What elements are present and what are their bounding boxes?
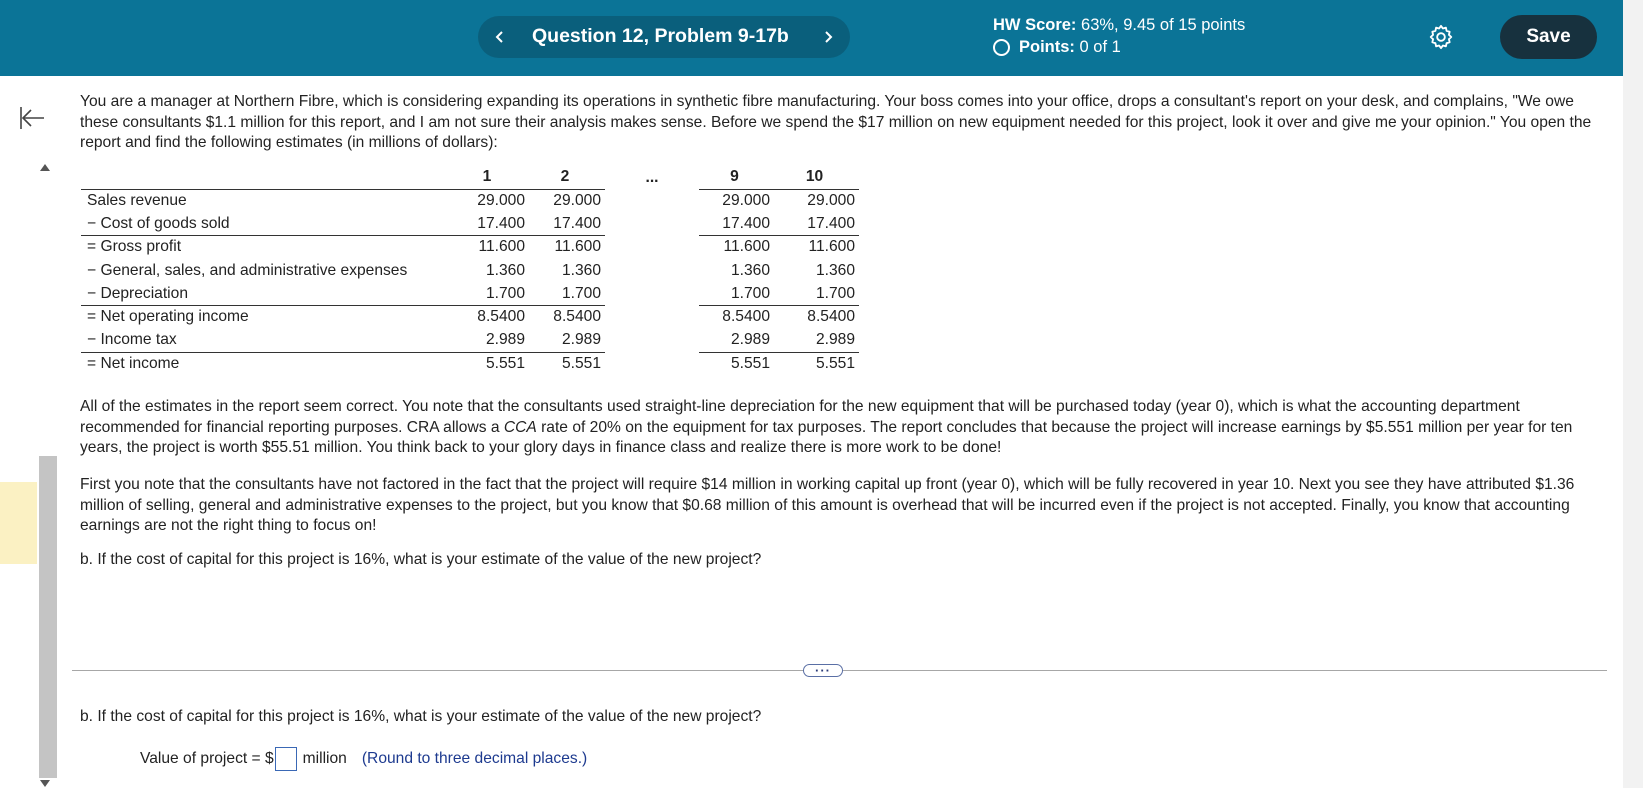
- table-row: [81, 189, 859, 212]
- header-year-2: 2: [560, 168, 570, 186]
- cell-gap: [605, 212, 699, 235]
- cell-gap: [605, 352, 699, 375]
- cell-year-1: 5.551: [449, 352, 529, 375]
- cell-year-10: 29.000: [774, 189, 859, 212]
- row-label: − Cost of goods sold: [87, 214, 230, 232]
- cell-year-2: 29.000: [529, 189, 605, 212]
- table-body: [81, 189, 859, 375]
- cell-year-9: 2.989: [730, 331, 770, 349]
- row-label: − Depreciation: [87, 284, 188, 302]
- rounding-hint: (Round to three decimal places.): [361, 750, 588, 767]
- page-scrollbar-track[interactable]: [1623, 0, 1643, 788]
- cell-year-1: 29.000: [449, 189, 529, 212]
- cell-year-2: 5.551: [529, 352, 605, 375]
- row-label: = Gross profit: [81, 236, 449, 259]
- cell-year-1: 17.400: [477, 214, 525, 232]
- gear-icon[interactable]: [1427, 23, 1455, 51]
- cell-gap: [605, 305, 699, 328]
- question-marker: [0, 482, 37, 564]
- cell-year-9: 1.360: [730, 261, 770, 279]
- table-header-row: [81, 166, 859, 189]
- problem-paragraph-2: [80, 397, 1600, 459]
- row-label: = Net operating income: [81, 305, 449, 328]
- cell-year-9: 17.400: [722, 214, 770, 232]
- header-year-10: 10: [805, 168, 824, 186]
- cell-gap: [605, 236, 699, 259]
- cell-year-10: 17.400: [807, 214, 855, 232]
- cell-gap: [605, 329, 699, 352]
- collapse-left-icon[interactable]: [17, 103, 47, 133]
- header-year-1: 1: [482, 168, 492, 186]
- question-text: b. If the cost of capital for this project is 16%, what is your estimate of the value of the new project?: [80, 551, 762, 568]
- cell-year-1: 11.600: [449, 236, 529, 259]
- cell-year-2: 8.5400: [529, 305, 605, 328]
- value-of-project-input[interactable]: [275, 747, 297, 771]
- cell-gap: [605, 259, 699, 282]
- cell-year-2: 1.700: [561, 284, 601, 302]
- previous-question-button[interactable]: [483, 20, 517, 54]
- cell-year-9: 1.700: [730, 284, 770, 302]
- answer-suffix: million: [302, 750, 347, 767]
- cell-gap: [605, 282, 699, 305]
- hw-score-label: HW Score:: [993, 16, 1077, 34]
- row-label: − General, sales, and administrative expenses: [87, 261, 408, 279]
- answer-question-text: b. If the cost of capital for this project is 16%, what is your estimate of the value of the new project?: [80, 708, 762, 725]
- table-row: [81, 305, 859, 328]
- cell-year-1: 1.700: [485, 284, 525, 302]
- save-button[interactable]: Save: [1500, 15, 1597, 59]
- estimates-table: [81, 166, 859, 375]
- scroll-down-arrow[interactable]: [40, 780, 50, 787]
- cell-year-9: 11.600: [699, 236, 774, 259]
- cell-year-2: 17.400: [553, 214, 601, 232]
- cell-year-1: 1.360: [485, 261, 525, 279]
- table-row: [81, 352, 859, 375]
- row-label: − Income tax: [87, 331, 177, 349]
- cell-year-1: 8.5400: [449, 305, 529, 328]
- more-button[interactable]: [803, 664, 843, 677]
- answer-row: [140, 747, 587, 771]
- row-label: = Net income: [81, 352, 449, 375]
- ellipsis-icon: ···: [815, 662, 831, 678]
- table-row: [81, 212, 859, 235]
- next-question-button[interactable]: [811, 20, 845, 54]
- problem-intro: You are a manager at Northern Fibre, which is considering expanding its operations in synthetic fibre manufacturing. Your boss comes into your office, drops a consultant's report on your desk, and complains, "We owe these consultants $1.1 million for this report, and I am not sure their analysis makes sense. Before we spend the $17 million on new equipment needed for this project, look it over and give me your opinion." You open the report and find the following estimates (in millions of dollars):: [80, 93, 1592, 151]
- chevron-left-icon: [493, 30, 507, 44]
- cell-year-2: 2.989: [561, 331, 601, 349]
- problem-paragraph-3: First you note that the consultants have not factored in the fact that the project will require $14 million in working capital up front (year 0), which will be fully recovered in year 10. Next you see they have attributed $1.36 million of selling, general and administrative expenses to the project, but you know that $0.68 million of this amount is overhead that will be incurred even if the project is not accepted. Finally, you know that accounting earnings are not the right thing to focus on!: [80, 476, 1575, 534]
- chevron-right-icon: [821, 30, 835, 44]
- hw-score: [993, 16, 1245, 35]
- status-circle-icon: [993, 39, 1010, 56]
- row-label: Sales revenue: [81, 189, 449, 212]
- cell-year-10: 11.600: [774, 236, 859, 259]
- cell-year-1: 2.989: [485, 331, 525, 349]
- paragraph-2-part-b: rate of 20% on the equipment for tax purposes. The report concludes that because the project will increase earnings by $5.551 million per year for ten years, the project is worth $55.51 million. You think back to your glory days in finance class and realize there is more work to be done!: [80, 418, 1573, 456]
- cell-year-10: 8.5400: [774, 305, 859, 328]
- table-row: [81, 236, 859, 259]
- cell-year-9: 29.000: [699, 189, 774, 212]
- cell-year-9: 5.551: [699, 352, 774, 375]
- points-status: [993, 38, 1121, 57]
- cell-year-2: 1.360: [561, 261, 601, 279]
- header-blank: [81, 166, 449, 189]
- cell-gap: [605, 189, 699, 212]
- table-row: [81, 329, 859, 352]
- header-ellipsis: ...: [645, 168, 659, 186]
- question-title: Question 12, Problem 9-17b: [532, 25, 789, 47]
- cell-year-10: 1.360: [815, 261, 855, 279]
- paragraph-2-part-a: All of the estimates in the report seem correct. You note that the consultants used straight-line depreciation for the new equipment that will be purchased today (year 0), which is what the accounting department recommended for financial reporting purposes. CRA allows a: [80, 398, 1520, 436]
- points-value: 0 of 1: [1079, 38, 1121, 56]
- answer-prefix: Value of project = $: [140, 750, 274, 767]
- cell-year-2: 11.600: [529, 236, 605, 259]
- cell-year-10: 2.989: [815, 331, 855, 349]
- table-row: [81, 282, 859, 305]
- cca-term: CCA: [503, 418, 537, 436]
- cell-year-10: 1.700: [815, 284, 855, 302]
- scroll-up-arrow[interactable]: [40, 164, 50, 171]
- cell-year-9: 8.5400: [699, 305, 774, 328]
- header-year-9: 9: [730, 168, 739, 186]
- cell-year-10: 5.551: [774, 352, 859, 375]
- scrollbar-thumb[interactable]: [39, 456, 57, 778]
- points-label: Points:: [1019, 38, 1075, 56]
- table-row: [81, 259, 859, 282]
- hw-score-value: 63%, 9.45 of 15 points: [1081, 16, 1246, 34]
